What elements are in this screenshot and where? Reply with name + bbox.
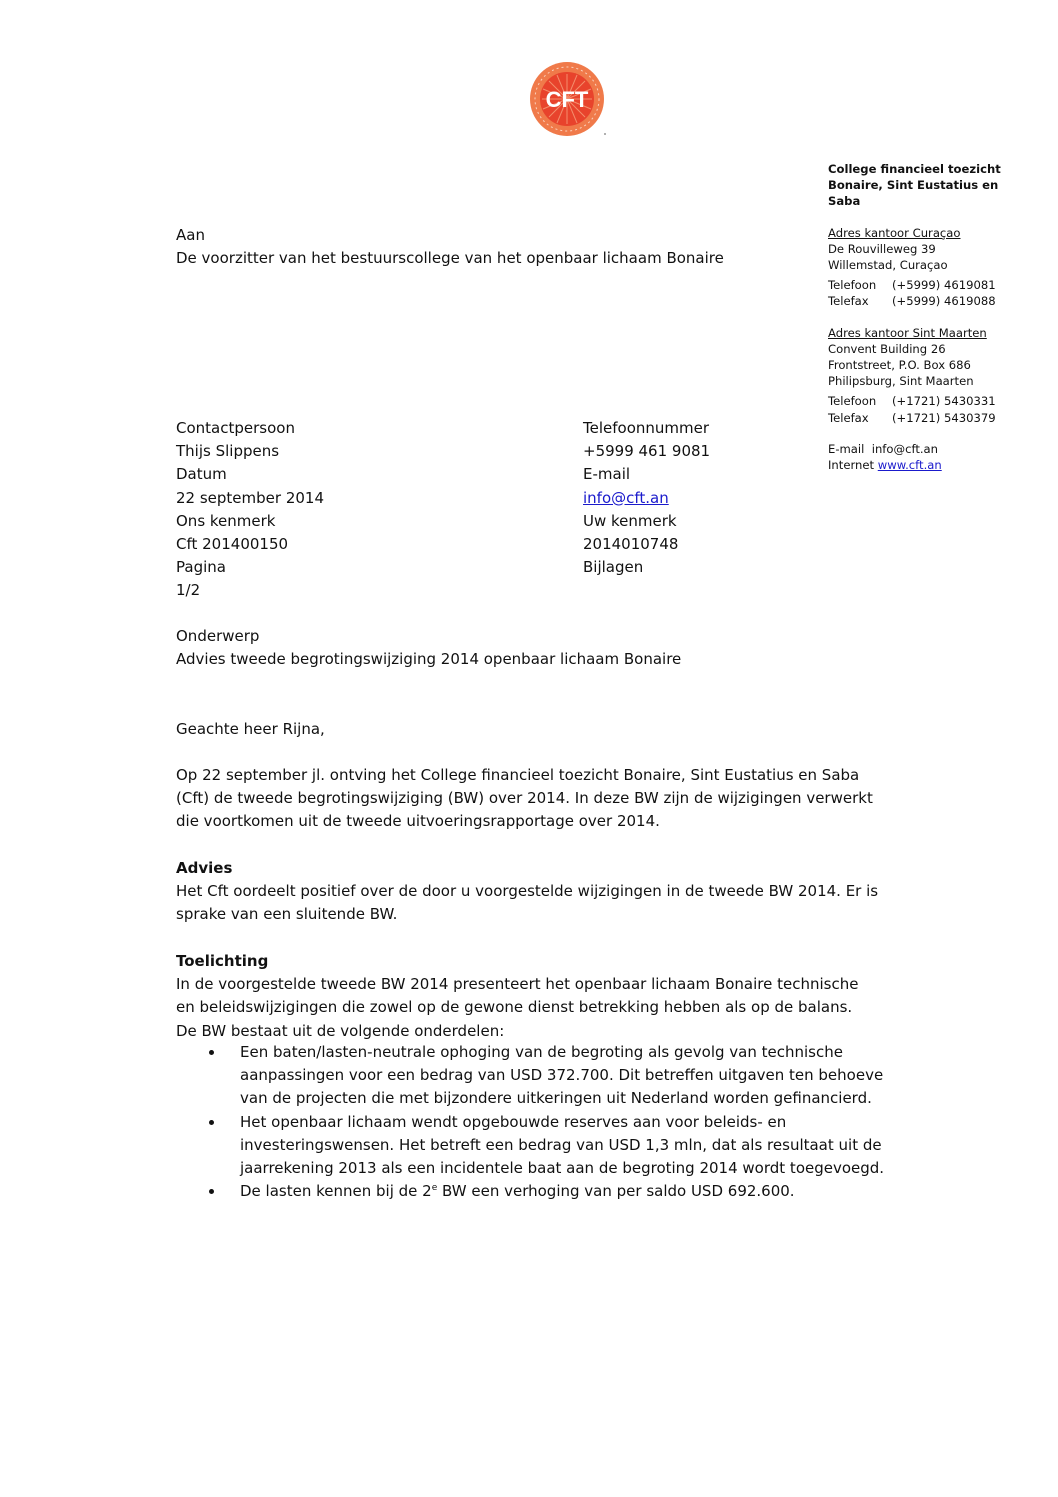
- our-ref-value: Cft 201400150: [176, 535, 289, 554]
- addressee-value: De voorzitter van het bestuurscollege van het openbaar lichaam Bonaire: [176, 249, 724, 268]
- contact-label: Contactpersoon: [176, 419, 295, 437]
- list-item: [176, 1041, 896, 1111]
- advies-text: Het Cft oordeelt positief over de door u voorgestelde wijzigingen in de tweede BW 2014. Er is sprake van een sluitende BW.: [176, 882, 879, 924]
- addressee: [176, 224, 724, 270]
- attachments-label: Bijlagen: [583, 558, 644, 577]
- list-item-text: Een baten/lasten-neutrale ophoging van de begroting als gevolg van technische aanpassingen voor een bedrag van USD 372.700. Dit betreffen uitgaven ten behoeve van de projecten die met bijzondere uitkeringen uit Nederland worden gefinancierd.: [240, 1043, 884, 1108]
- internet-label: Internet: [828, 458, 875, 473]
- sint-maarten-line: Frontstreet, P.O. Box 686: [828, 358, 971, 373]
- sint-maarten-phone: [828, 393, 1048, 409]
- sint-maarten-fax: [828, 410, 1048, 426]
- fax-label: Telefax: [828, 410, 869, 425]
- email-label: E-mail: [828, 441, 865, 456]
- phone-value: (+1721) 5430331: [892, 394, 996, 409]
- our-ref-label: Ons kenmerk: [176, 511, 276, 530]
- date-value: 22 september 2014: [176, 488, 325, 507]
- date-label: Datum: [176, 465, 227, 484]
- meta-right: [583, 417, 710, 579]
- org-name: College financieel toezicht Bonaire, Sint Eustatius en Saba: [828, 162, 1001, 209]
- your-ref-label: Uw kenmerk: [583, 511, 677, 530]
- curacao-office: [828, 225, 1048, 310]
- curacao-line: Willemstad, Curaçao: [828, 258, 948, 273]
- cft-logo-graphic: [529, 61, 605, 137]
- toelichting-heading: Toelichting: [176, 952, 269, 970]
- subject-label: Onderwerp: [176, 627, 260, 645]
- curacao-heading: Adres kantoor Curaçao: [828, 225, 961, 240]
- curacao-phone: [828, 277, 1048, 293]
- bullet-icon: [209, 1189, 214, 1194]
- cft-logo: [529, 61, 605, 137]
- list-item: [176, 1111, 896, 1181]
- curacao-fax: [828, 293, 1048, 309]
- phone-label: Telefoon: [828, 394, 877, 409]
- list-item: [176, 1180, 896, 1203]
- toelichting-text: In de voorgestelde tweede BW 2014 presenteert het openbaar lichaam Bonaire technische en beleidswijzigingen die zowel op de gewone dienst betrekking hebben als op de balans. De BW bestaat uit de volgende onderdelen:: [176, 975, 859, 1040]
- email-row: [828, 441, 1048, 457]
- list-item-text-start: De lasten kennen bij de 2: [240, 1182, 432, 1201]
- sint-maarten-office: [828, 325, 1048, 426]
- subject-value: Advies tweede begrotingswijziging 2014 openbaar lichaam Bonaire: [176, 650, 682, 669]
- meta-left: [176, 417, 324, 603]
- email-label: E-mail: [583, 465, 631, 484]
- page-value: 1/2: [176, 581, 201, 600]
- addressee-label: Aan: [176, 226, 205, 244]
- sint-maarten-heading: Adres kantoor Sint Maarten: [828, 325, 987, 340]
- page-label: Pagina: [176, 558, 226, 577]
- email-value: info@cft.an: [871, 441, 939, 456]
- fax-value: (+5999) 4619088: [892, 294, 996, 309]
- contact-online: [828, 441, 1048, 473]
- sender-info: [828, 161, 1048, 473]
- toelichting-list: [176, 1041, 896, 1203]
- intro-paragraph: Op 22 september jl. ontving het College financieel toezicht Bonaire, Sint Eustatius en Saba (Cft) de tweede begrotingswijziging (BW) over 2014. In deze BW zijn de wijzigingen verwerkt die voortkomen uit de tweede uitvoeringsrapportage over 2014.: [176, 766, 873, 831]
- superscript: e: [431, 1183, 438, 1194]
- fax-label: Telefax: [828, 294, 869, 309]
- advies-heading: Advies: [176, 859, 233, 877]
- contact-value: Thijs Slippens: [176, 442, 280, 461]
- your-ref-value: 2014010748: [583, 535, 679, 554]
- bullet-icon: [209, 1050, 214, 1055]
- logo-text: CFT: [545, 87, 589, 112]
- phone-label: Telefoonnummer: [583, 419, 710, 437]
- subject: [176, 625, 681, 671]
- sint-maarten-line: Philipsburg, Sint Maarten: [828, 374, 974, 389]
- curacao-line: De Rouvilleweg 39: [828, 241, 936, 256]
- sint-maarten-line: Convent Building 26: [828, 341, 946, 356]
- list-item-text: Het openbaar lichaam wendt opgebouwde reserves aan voor beleids- en investeringswensen. Het betreft een bedrag van USD 1,3 mln, dat als resultaat uit de jaarrekening 2013 als een incidentele baat aan de begroting 2014 wordt toegevoegd.: [240, 1112, 885, 1178]
- phone-value: +5999 461 9081: [583, 442, 711, 461]
- website-link[interactable]: www.cft.an: [877, 458, 942, 473]
- phone-label: Telefoon: [828, 278, 877, 293]
- salutation: Geachte heer Rijna,: [176, 720, 325, 738]
- email-link[interactable]: info@cft.an: [583, 488, 669, 507]
- logo-mark: [604, 133, 606, 135]
- internet-row: [828, 457, 1048, 473]
- advies-section: [176, 857, 896, 927]
- toelichting-section: [176, 950, 896, 1043]
- bullet-icon: [209, 1120, 214, 1125]
- fax-value: (+1721) 5430379: [892, 410, 996, 425]
- list-item-text-end: BW een verhoging van per saldo USD 692.600.: [437, 1182, 795, 1201]
- phone-value: (+5999) 4619081: [892, 278, 996, 293]
